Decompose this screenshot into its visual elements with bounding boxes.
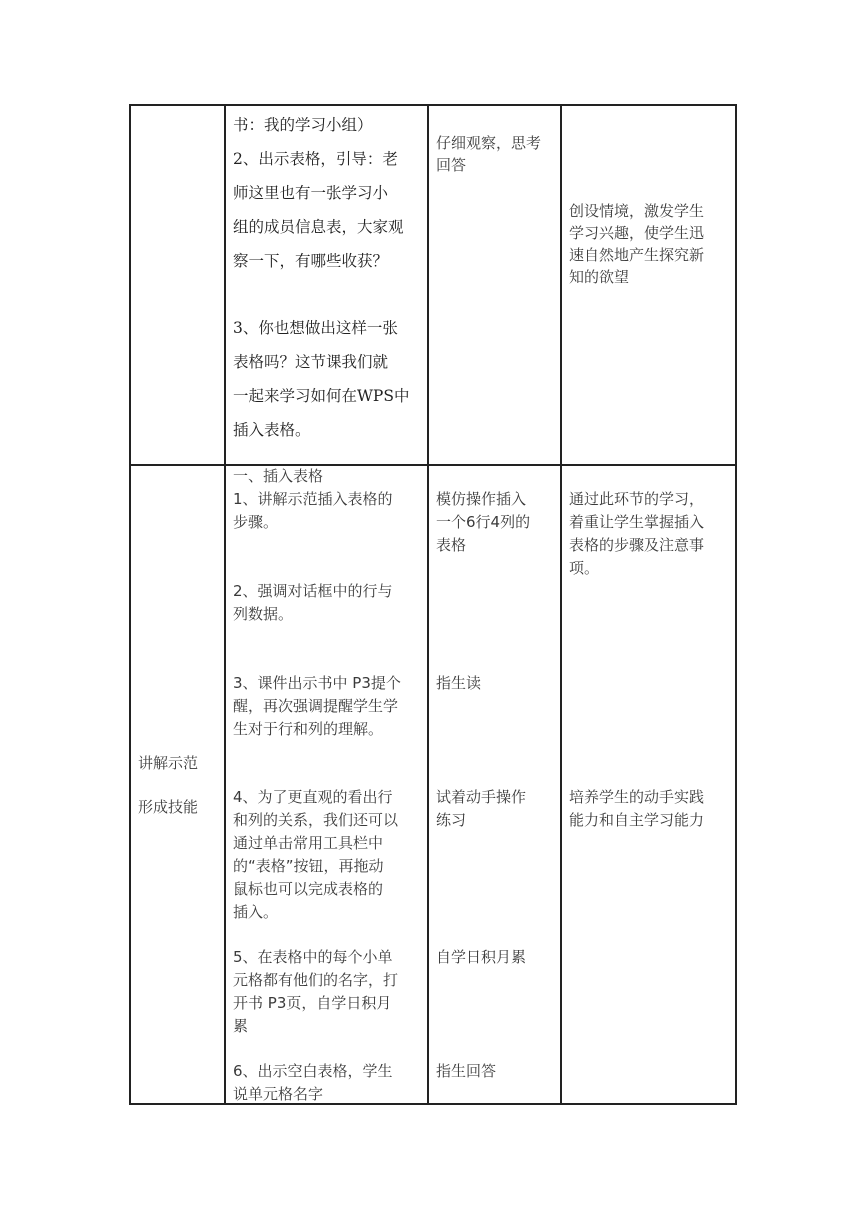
student-text: 回答	[436, 156, 467, 174]
activity-text: 插入表格。	[233, 421, 311, 439]
intent-text: 项。	[569, 559, 600, 577]
intent-text: 通过此环节的学习，	[569, 490, 705, 508]
student-text: 表格	[436, 536, 467, 554]
activity-text: 一起来学习如何在WPS中	[233, 387, 410, 405]
step-text: 3、课件出示书中 P3提个	[233, 674, 401, 692]
stage-label: 形成技能	[138, 798, 199, 816]
lesson-plan-table	[129, 104, 737, 1105]
step-text: 5、在表格中的每个小单	[233, 948, 393, 966]
step-text: 醒，再次强调提醒学生学	[233, 697, 399, 715]
step-text: 累	[233, 1017, 249, 1035]
intent-cell	[561, 465, 736, 1104]
teacher-activity-cell	[225, 105, 428, 465]
intent-text: 学习兴趣，使学生迅	[569, 224, 705, 242]
activity-text: 察一下，有哪些收获？	[233, 252, 389, 270]
intent-text: 能力和自主学习能力	[569, 811, 705, 829]
table-row	[130, 465, 736, 1104]
intent-cell	[561, 105, 736, 465]
student-text: 练习	[436, 811, 467, 829]
stage-cell-empty	[130, 105, 225, 465]
student-text: 指生读	[436, 674, 482, 692]
table-row	[130, 105, 736, 465]
stage-cell	[130, 465, 225, 1104]
activity-text: 表格吗？这节课我们就	[233, 353, 389, 371]
step-text: 元格都有他们的名字，打	[233, 971, 399, 989]
step-text: 步骤。	[233, 513, 279, 531]
student-text: 模仿操作插入	[436, 490, 527, 508]
step-text: 的“表格”按钮，再拖动	[233, 857, 384, 875]
step-text: 和列的关系，我们还可以	[233, 811, 399, 829]
intent-text: 表格的步骤及注意事	[569, 536, 705, 554]
step-text: 说单元格名字	[233, 1085, 324, 1103]
step-text: 插入。	[233, 903, 279, 921]
step-text: 通过单击常用工具栏中	[233, 834, 384, 852]
intent-text: 知的欲望	[569, 268, 630, 286]
intent-text: 培养学生的动手实践	[569, 788, 705, 806]
student-text: 一个6行4列的	[436, 513, 531, 531]
activity-text: 2、出示表格，引导：老	[233, 150, 398, 168]
student-text: 指生回答	[436, 1062, 497, 1080]
activity-text: 书：我的学习小组）	[233, 116, 373, 134]
activity-text: 组的成员信息表，大家观	[233, 218, 404, 236]
step-text: 6、出示空白表格，学生	[233, 1062, 393, 1080]
student-activity-cell	[428, 465, 561, 1104]
step-text: 鼠标也可以完成表格的	[233, 880, 384, 898]
activity-text: 师这里也有一张学习小	[233, 184, 389, 202]
stage-label: 讲解示范	[138, 754, 199, 772]
section-heading: 一、插入表格	[233, 467, 324, 485]
step-text: 2、强调对话框中的行与	[233, 582, 393, 600]
intent-text: 着重让学生掌握插入	[569, 513, 705, 531]
step-text: 1、讲解示范插入表格的	[233, 490, 393, 508]
intent-text: 速自然地产生探究新	[569, 246, 705, 264]
step-text: 开书 P3页，自学日积月	[233, 994, 392, 1012]
student-text: 仔细观察，思考	[436, 134, 542, 152]
teacher-activity-cell	[225, 465, 428, 1104]
student-text: 试着动手操作	[436, 788, 527, 806]
activity-text: 3、你也想做出这样一张	[233, 319, 398, 337]
intent-text: 创设情境，激发学生	[569, 202, 705, 220]
student-text: 自学日积月累	[436, 948, 527, 966]
student-activity-cell	[428, 105, 561, 465]
step-text: 列数据。	[233, 605, 294, 623]
step-text: 4、为了更直观的看出行	[233, 788, 393, 806]
step-text: 生对于行和列的理解。	[233, 720, 384, 738]
